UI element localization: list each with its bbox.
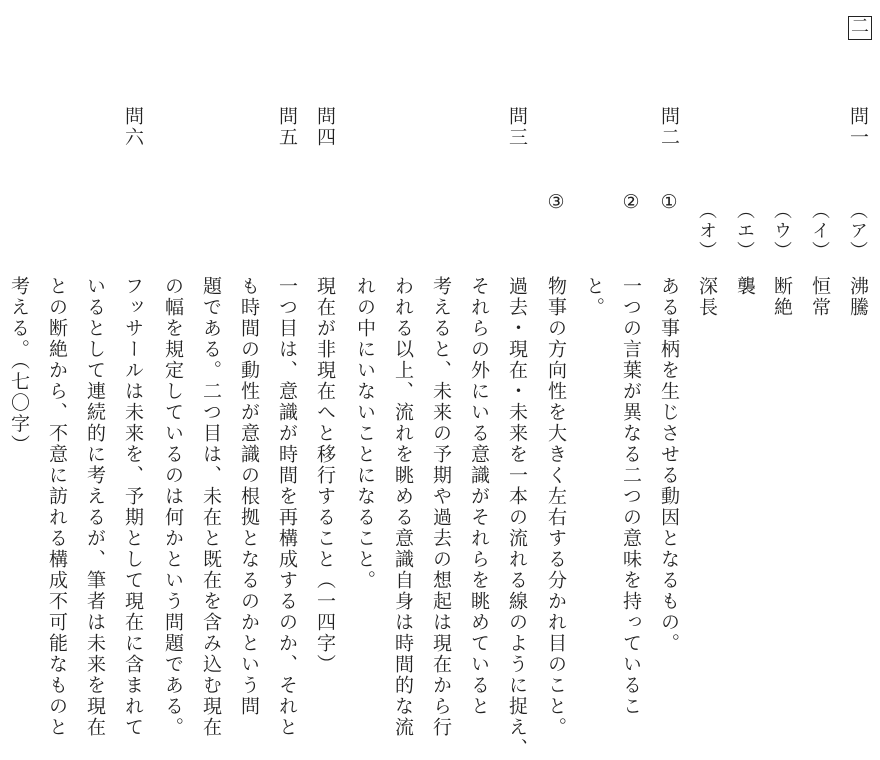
question-4-label: 問四 xyxy=(314,106,336,148)
q1-item-c-answer: 断絶 xyxy=(771,276,793,318)
q3-answer-line-5: れの中にいないことになること。 xyxy=(354,276,376,591)
q2-item-2-answer-line-1: 一つの言葉が異なる二つの意味を持っているこ xyxy=(620,276,642,717)
q1-item-d-marker: （エ） xyxy=(734,201,755,261)
q6-answer-line-4: 考える。（七〇字） xyxy=(8,276,30,456)
q1-item-a-answer: 沸騰 xyxy=(847,276,869,318)
q5-answer-line-4: の幅を規定しているのは何かという問題である。 xyxy=(162,276,184,738)
q5-answer-line-2: も時間の動性が意識の根拠となるのかという問 xyxy=(238,276,260,717)
question-6-label: 問六 xyxy=(122,106,144,148)
q1-item-b-marker: （イ） xyxy=(809,201,830,261)
question-5-label: 問五 xyxy=(276,106,298,148)
question-3-label: 問三 xyxy=(506,106,528,148)
q2-item-2-marker: ② xyxy=(620,191,642,215)
q5-answer-line-3: 題である。二つ目は、未在と既在を含み込む現在 xyxy=(200,276,222,738)
q3-answer-line-2: それらの外にいる意識がそれらを眺めていると xyxy=(468,276,490,717)
q3-answer-line-1: 過去・現在・未来を一本の流れる線のように捉え、 xyxy=(506,276,528,759)
q1-item-b-answer: 恒常 xyxy=(809,276,831,318)
q5-answer-line-1: 一つ目は、意識が時間を再構成するのか、それと xyxy=(276,276,298,738)
q3-answer-line-4: われる以上、流れを眺める意識自身は時間的な流 xyxy=(392,276,414,738)
q1-item-e-marker: （オ） xyxy=(696,201,717,261)
q2-item-1-marker: ① xyxy=(658,191,680,215)
q2-item-3-answer: 物事の方向性を大きく左右する分かれ目のこと。 xyxy=(545,276,567,738)
q4-answer: 現在が非現在へと移行すること（一四字） xyxy=(314,276,336,675)
q1-item-a-marker: （ア） xyxy=(847,201,868,261)
question-1-label: 問一 xyxy=(847,106,869,148)
q1-item-c-marker: （ウ） xyxy=(771,201,792,261)
q6-answer-line-1: フッサールは未来を、予期として現在に含まれて xyxy=(122,276,144,738)
q1-item-d-answer: 襲 xyxy=(734,276,756,297)
question-2-label: 問二 xyxy=(658,106,680,148)
q6-answer-line-2: いるとして連続的に考えるが、筆者は未来を現在 xyxy=(84,276,106,738)
section-number-box: 二 xyxy=(848,16,872,40)
q6-answer-line-3: との断絶から、不意に訪れる構成不可能なものと xyxy=(46,276,68,738)
q3-answer-line-3: 考えると、未来の予期や過去の想起は現在から行 xyxy=(430,276,452,738)
q1-item-e-answer: 深長 xyxy=(696,276,718,318)
q2-item-2-answer-line-2: と。 xyxy=(583,276,605,318)
q2-item-3-marker: ③ xyxy=(545,191,567,215)
q2-item-1-answer: ある事柄を生じさせる動因となるもの。 xyxy=(658,276,680,654)
